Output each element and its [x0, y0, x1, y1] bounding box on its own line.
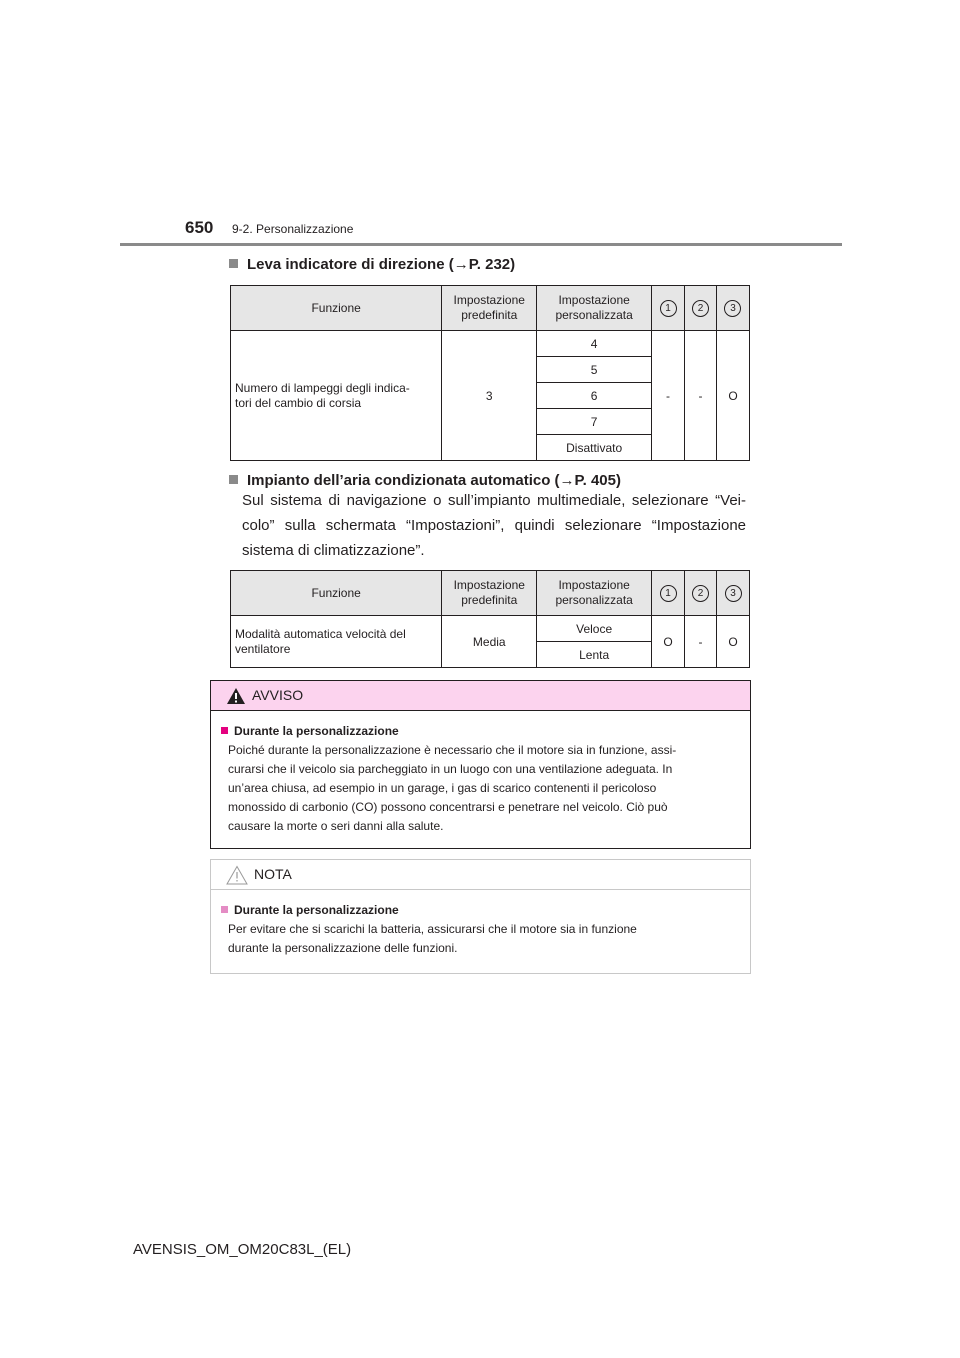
- table-row: [231, 616, 750, 642]
- bullet-square-icon: [229, 475, 238, 484]
- row-col-1: -: [652, 331, 685, 461]
- option-cell: 5: [537, 357, 652, 383]
- climate-heading: [229, 472, 621, 489]
- header-col-1: [652, 571, 685, 616]
- climate-paragraph: Sul sistema di navigazione o sull’impianto multimediale, selezionare “Vei-colo” sulla schermata “Impostazioni”, quindi selezionare “Impostazione sistema di climatizzazione”.: [242, 492, 746, 559]
- table-header-row: [231, 571, 750, 616]
- header-col-3: [716, 286, 749, 331]
- header-col-2: [685, 571, 717, 616]
- bullet-square-icon: [221, 727, 228, 734]
- row-col-2: -: [685, 331, 717, 461]
- section-title: 9-2. Personalizzazione: [232, 222, 354, 236]
- page-number: 650: [185, 218, 214, 237]
- circled-number-1-icon: 1: [660, 585, 677, 602]
- climate-table: [230, 570, 750, 668]
- header-col-2: [685, 286, 717, 331]
- row-default: Media: [442, 616, 537, 668]
- header-default: Impostazione predefinita: [442, 286, 537, 331]
- option-cell: 6: [537, 383, 652, 409]
- climate-heading-text: Impianto dell’aria condizionata automatico (→P. 405): [247, 472, 621, 489]
- bullet-square-icon: [229, 259, 238, 268]
- option-cell: 4: [537, 331, 652, 357]
- circled-number-3-icon: 3: [724, 300, 741, 317]
- circled-number-3-icon: 3: [725, 585, 742, 602]
- warning-label: AVVISO: [252, 687, 304, 703]
- table-row: [231, 331, 750, 357]
- row-funzione: Numero di lampeggi degli indica- tori del cambio di corsia: [231, 331, 442, 461]
- document-code: AVENSIS_OM_OM20C83L_(EL): [133, 1241, 352, 1258]
- warning-body: Poiché durante la personalizzazione è necessario che il motore sia in funzione, assi- curarsi che il veicolo sia parcheggiato in un luogo con una ventilazione adeguata. In un’area chiusa, ad esempio in un garage, i gas di scarico contenenti il pericoloso monossido di carbonio (CO) possono concentrarsi e penetrare nel veicolo. Ciò può causare la morte o seri danni alla salute.: [228, 743, 677, 833]
- note-label: NOTA: [254, 866, 292, 882]
- row-col-2: -: [685, 616, 717, 668]
- warning-box: [210, 680, 751, 849]
- row-funzione: Modalità automatica velocità del ventilatore: [231, 616, 442, 668]
- warning-header: [211, 681, 750, 711]
- warning-subheading: Durante la personalizzazione: [221, 724, 750, 738]
- table-header-row: [231, 286, 750, 331]
- note-body: Per evitare che si scarichi la batteria, assicurarsi che il motore sia in funzione durante la personalizzazione delle funzioni.: [228, 922, 637, 955]
- option-cell: Disattivato: [537, 435, 652, 461]
- row-col-3: O: [716, 331, 749, 461]
- row-default: 3: [442, 331, 537, 461]
- row-col-1: O: [652, 616, 685, 668]
- header-divider: [120, 243, 842, 246]
- caution-triangle-icon: [226, 865, 248, 885]
- turn-signal-heading: [229, 256, 515, 273]
- bullet-square-icon: [221, 906, 228, 913]
- header-col-1: [652, 286, 685, 331]
- note-box: [210, 859, 751, 974]
- header-col-3: [717, 571, 750, 616]
- circled-number-2-icon: 2: [692, 300, 709, 317]
- row-col-3: O: [717, 616, 750, 668]
- turn-signal-table: [230, 285, 750, 461]
- option-cell: 7: [537, 409, 652, 435]
- turn-signal-heading-text: Leva indicatore di direzione (→P. 232): [247, 256, 516, 273]
- note-subheading: Durante la personalizzazione: [221, 903, 750, 917]
- header-custom: Impostazione personalizzata: [537, 286, 652, 331]
- option-cell: Veloce: [537, 616, 652, 642]
- header-funzione: Funzione: [231, 286, 442, 331]
- option-cell: Lenta: [537, 642, 652, 668]
- header-default: Impostazione predefinita: [442, 571, 537, 616]
- warning-triangle-icon: [226, 687, 246, 705]
- circled-number-2-icon: 2: [692, 585, 709, 602]
- header-funzione: Funzione: [231, 571, 442, 616]
- header-custom: Impostazione personalizzata: [537, 571, 652, 616]
- note-header: [211, 860, 750, 890]
- circled-number-1-icon: 1: [660, 300, 677, 317]
